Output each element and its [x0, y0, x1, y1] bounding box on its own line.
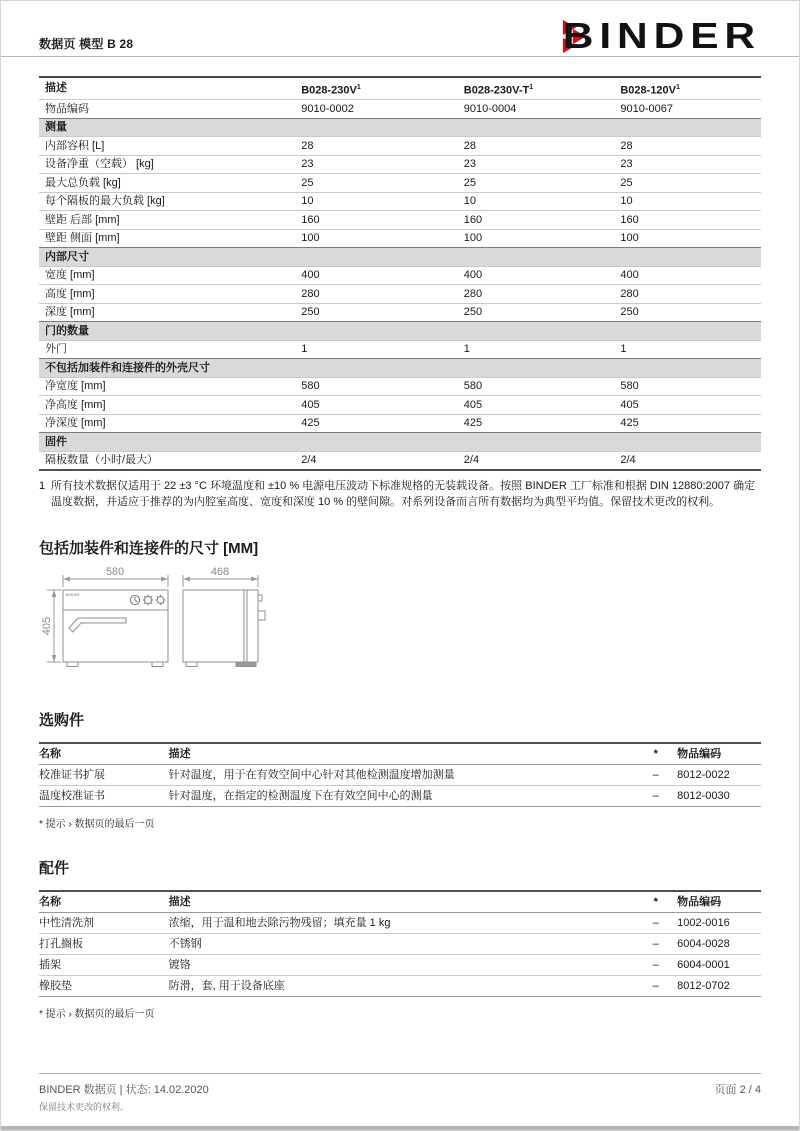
spec-section-row	[39, 322, 761, 341]
item-name: 中性清洗剂	[39, 913, 169, 934]
spec-section-label: 测量	[39, 118, 761, 137]
footnote-marker: 1	[39, 480, 46, 493]
spec-section-label: 固件	[39, 433, 761, 452]
item-description: 浓缩，用于温和地去除污物残留；填充量 1 kg	[169, 913, 635, 934]
spec-row-value: 160	[295, 211, 458, 230]
spec-data-row	[39, 174, 761, 193]
spec-row-value: 9010-0004	[458, 100, 615, 119]
accessories-table	[39, 890, 761, 997]
spec-data-row	[39, 211, 761, 230]
spec-data-row	[39, 155, 761, 174]
spec-row-value: 2/4	[295, 451, 458, 470]
spec-row-value: 400	[614, 266, 761, 285]
spec-section-label: 内部尺寸	[39, 248, 761, 267]
spec-data-row	[39, 100, 761, 119]
spec-data-row	[39, 285, 761, 304]
spec-header-label: 描述	[39, 77, 295, 100]
item-code: 8012-0022	[677, 765, 761, 786]
footer-left	[39, 1081, 209, 1113]
spec-data-row	[39, 303, 761, 322]
spec-row-value: 23	[295, 155, 458, 174]
item-star: –	[634, 765, 677, 786]
spec-data-row	[39, 396, 761, 415]
spec-row-value: 100	[295, 229, 458, 248]
item-name: 打孔搁板	[39, 934, 169, 955]
spec-row-label: 物品编码	[39, 100, 295, 119]
front-view	[63, 590, 168, 667]
spec-row-label: 壁距 后部 [mm]	[39, 211, 295, 230]
footer-status: BINDER 数据页 | 状态: 14.02.2020	[39, 1084, 209, 1096]
options-footnote: * 提示 › 数据页的最后一页	[39, 819, 155, 831]
col-star: *	[634, 891, 677, 913]
spec-row-label: 深度 [mm]	[39, 303, 295, 322]
dim-side-depth	[183, 566, 258, 587]
spec-row-value: 28	[458, 137, 615, 156]
spec-row-value: 580	[295, 377, 458, 396]
dim-front-width	[63, 566, 168, 587]
page-footer	[39, 1073, 761, 1113]
spec-header-model	[458, 77, 615, 100]
spec-row-value: 9010-0002	[295, 100, 458, 119]
item-description: 镀铬	[169, 955, 635, 976]
col-name: 名称	[39, 891, 169, 913]
spec-row-label: 隔板数量（小时/最大）	[39, 451, 295, 470]
spec-row-label: 设备净重（空载） [kg]	[39, 155, 295, 174]
col-star: *	[634, 743, 677, 765]
spec-data-row	[39, 137, 761, 156]
item-description: 不锈钢	[169, 934, 635, 955]
col-name: 名称	[39, 743, 169, 765]
spec-row-value: 280	[295, 285, 458, 304]
footnote-ref: 1	[676, 83, 680, 91]
spec-data-row	[39, 340, 761, 359]
device-label: BINDER	[66, 593, 80, 598]
options-table	[39, 742, 761, 807]
item-star: –	[634, 976, 677, 997]
spec-data-row	[39, 414, 761, 433]
col-code: 物品编码	[677, 743, 761, 765]
door-handle	[69, 618, 126, 632]
spec-row-value: 400	[295, 266, 458, 285]
spec-data-row	[39, 192, 761, 211]
model-name: B028-230V	[301, 84, 357, 97]
spec-row-value: 250	[295, 303, 458, 322]
accessories-table-body	[39, 913, 761, 997]
spec-row-value: 100	[458, 229, 615, 248]
spec-section-row	[39, 248, 761, 267]
spec-row-value: 405	[614, 396, 761, 415]
spec-data-row	[39, 266, 761, 285]
spec-row-label: 净高度 [mm]	[39, 396, 295, 415]
item-name: 插架	[39, 955, 169, 976]
spec-section-row	[39, 359, 761, 378]
spec-row-value: 1	[458, 340, 615, 359]
options-row	[39, 786, 761, 807]
footnote-ref: 1	[356, 83, 361, 91]
spec-row-label: 壁距 侧面 [mm]	[39, 229, 295, 248]
spec-row-value: 23	[458, 155, 615, 174]
spec-row-label: 净深度 [mm]	[39, 414, 295, 433]
item-code: 1002-0016	[677, 913, 761, 934]
document-title: 数据页 模型 B 28	[39, 37, 134, 51]
item-code: 8012-0702	[677, 976, 761, 997]
footnote-ref: 1	[529, 83, 534, 91]
accessories-row	[39, 955, 761, 976]
spec-row-value: 580	[458, 377, 615, 396]
page-number: 页面 2 / 4	[714, 1084, 761, 1096]
spec-row-value: 250	[458, 303, 615, 322]
spec-row-label: 宽度 [mm]	[39, 266, 295, 285]
spec-row-label: 最大总负载 [kg]	[39, 174, 295, 193]
diagram-title: 包括加装件和连接件的尺寸 [MM]	[39, 540, 259, 558]
dimension-diagram	[39, 564, 339, 682]
spec-row-value: 425	[295, 414, 458, 433]
col-desc: 描述	[169, 743, 635, 765]
spec-row-value: 405	[458, 396, 615, 415]
dim-height	[41, 590, 61, 662]
spec-row-value: 425	[614, 414, 761, 433]
item-star: –	[634, 934, 677, 955]
item-description: 防滑，套, 用于设备底座	[169, 976, 635, 997]
spec-row-value: 23	[614, 155, 761, 174]
accessories-title: 配件	[39, 860, 70, 878]
item-code: 6004-0001	[677, 955, 761, 976]
accessories-row	[39, 934, 761, 955]
svg-text:405: 405	[41, 616, 53, 636]
side-view	[183, 590, 265, 667]
spec-row-value: 280	[614, 285, 761, 304]
item-description: 针对温度，在指定的检测温度下在有效空间中心的测量	[169, 786, 635, 807]
spec-section-row	[39, 118, 761, 137]
spec-table-body	[39, 100, 761, 471]
spec-row-value: 25	[295, 174, 458, 193]
svg-text:580: 580	[105, 566, 125, 579]
spec-row-label: 净宽度 [mm]	[39, 377, 295, 396]
footer-rights: 保留技术更改的权利。	[39, 1102, 130, 1112]
spec-row-value: 9010-0067	[614, 100, 761, 119]
spec-footnote	[39, 479, 761, 510]
spec-row-label: 每个隔板的最大负载 [kg]	[39, 192, 295, 211]
spec-row-label: 外门	[39, 340, 295, 359]
options-header-row	[39, 743, 761, 765]
spec-row-label: 高度 [mm]	[39, 285, 295, 304]
svg-text:468: 468	[210, 566, 230, 579]
col-desc: 描述	[169, 891, 635, 913]
footnote-text: 所有技术数据仅适用于 22 ±3 °C 环境温度和 ±10 % 电源电压波动下标准规格的无装载设备。按照 BINDER 工厂标准和根据 DIN 12880:2007 确定温度数据，并适应于推荐的为内腔室高度、宽度和深度 10 % 的壁间隙。对系列设备而言所有数据均为典型平均值。保留技术更改的权利。	[51, 480, 756, 508]
spec-row-value: 25	[458, 174, 615, 193]
item-star: –	[634, 955, 677, 976]
accessories-row	[39, 976, 761, 997]
spec-row-value: 10	[458, 192, 615, 211]
spec-row-value: 1	[614, 340, 761, 359]
spec-data-row	[39, 377, 761, 396]
spec-row-value: 2/4	[458, 451, 615, 470]
spec-row-value: 25	[614, 174, 761, 193]
spec-row-value: 250	[614, 303, 761, 322]
spec-row-label: 内部容积 [L]	[39, 137, 295, 156]
col-code: 物品编码	[677, 891, 761, 913]
spec-row-value: 1	[295, 340, 458, 359]
model-name: B028-230V-T	[463, 84, 530, 97]
page-header	[1, 1, 799, 56]
spec-row-value: 425	[458, 414, 615, 433]
spec-row-value: 2/4	[614, 451, 761, 470]
spec-header-row	[39, 77, 761, 100]
options-row	[39, 765, 761, 786]
spec-row-value: 100	[614, 229, 761, 248]
spec-row-value: 10	[614, 192, 761, 211]
spec-row-value: 405	[295, 396, 458, 415]
options-title: 选购件	[39, 712, 85, 730]
spec-section-row	[39, 433, 761, 452]
item-star: –	[634, 786, 677, 807]
spec-row-value: 28	[295, 137, 458, 156]
spec-row-value: 160	[458, 211, 615, 230]
model-name: B028-120V	[620, 84, 677, 97]
spec-section-label: 不包括加装件和连接件的外壳尺寸	[39, 359, 761, 378]
spec-data-row	[39, 451, 761, 470]
spec-section-label: 门的数量	[39, 322, 761, 341]
spec-row-value: 28	[614, 137, 761, 156]
item-star: –	[634, 913, 677, 934]
accessories-header-row	[39, 891, 761, 913]
spec-row-value: 280	[458, 285, 615, 304]
accessories-footnote: * 提示 › 数据页的最后一页	[39, 1009, 155, 1021]
spec-header-model	[295, 77, 458, 100]
spec-row-value: 580	[614, 377, 761, 396]
spec-table	[39, 76, 761, 471]
spec-row-value: 10	[295, 192, 458, 211]
spec-row-value: 160	[614, 211, 761, 230]
item-name: 橡胶垫	[39, 976, 169, 997]
binder-logo	[562, 15, 761, 57]
binder-logo-text: BINDER	[562, 15, 761, 57]
item-description: 针对温度，用于在有效空间中心针对其他检测温度增加测量	[169, 765, 635, 786]
control-knob-icons	[130, 595, 165, 606]
accessories-row	[39, 913, 761, 934]
item-name: 温度校准证书	[39, 786, 169, 807]
spec-row-value: 400	[458, 266, 615, 285]
spec-header-model	[614, 77, 761, 100]
item-code: 8012-0030	[677, 786, 761, 807]
item-name: 校准证书扩展	[39, 765, 169, 786]
options-table-body	[39, 765, 761, 807]
spec-data-row	[39, 229, 761, 248]
item-code: 6004-0028	[677, 934, 761, 955]
